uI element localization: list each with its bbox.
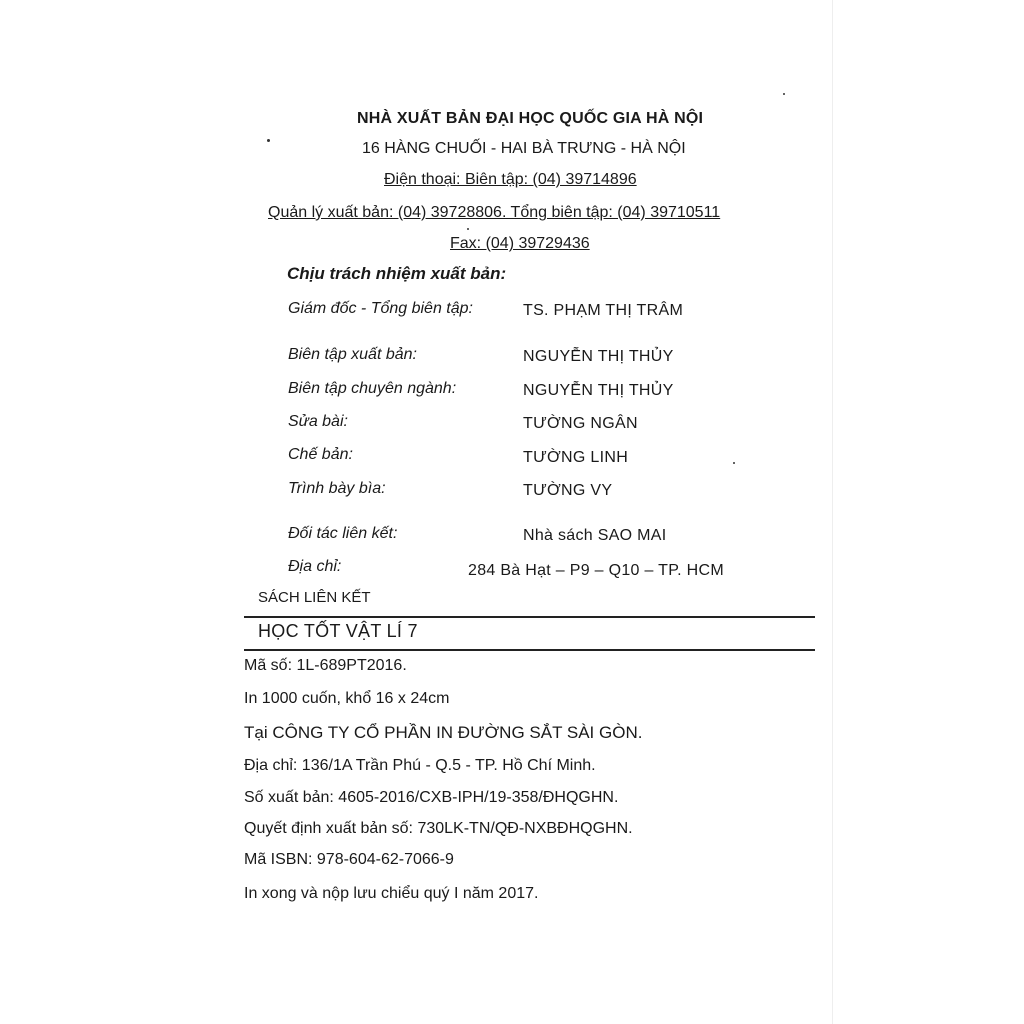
publisher-address: 16 HÀNG CHUỐI - HAI BÀ TRƯNG - HÀ NỘI	[362, 140, 686, 157]
credit-value-partner: Nhà sách SAO MAI	[523, 527, 667, 544]
responsibility-heading: Chịu trách nhiệm xuất bản:	[287, 264, 507, 283]
series-label: SÁCH LIÊN KẾT	[258, 589, 371, 606]
detail-printer-address: Địa chỉ: 136/1A Trần Phú - Q.5 - TP. Hồ Chí Minh.	[244, 757, 596, 774]
publisher-management-phone: Quản lý xuất bản: (04) 39728806. Tổng biên tập: (04) 39710511	[268, 204, 721, 221]
publisher-name: NHÀ XUẤT BẢN ĐẠI HỌC QUỐC GIA HÀ NỘI	[357, 110, 704, 127]
scan-speck	[467, 228, 469, 230]
scan-speck	[733, 462, 735, 464]
credit-label-typesetting: Chế bản:	[288, 446, 353, 463]
credit-value-cover-design: TƯỜNG VY	[523, 482, 613, 499]
detail-print-run: In 1000 cuốn, khổ 16 x 24cm	[244, 690, 450, 707]
credit-label-editor: Biên tập xuất bản:	[288, 346, 417, 363]
publisher-phone: Điện thoại: Biên tập: (04) 39714896	[384, 171, 637, 188]
credit-label-director: Giám đốc - Tổng biên tập:	[288, 300, 473, 317]
detail-isbn: Mã ISBN: 978-604-62-7066-9	[244, 851, 454, 868]
detail-deposit: In xong và nộp lưu chiểu quý I năm 2017.	[244, 885, 539, 902]
title-rule-bottom	[244, 649, 815, 651]
book-title: HỌC TỐT VẬT LÍ 7	[258, 621, 418, 641]
credit-label-partner-address: Địa chỉ:	[288, 558, 342, 575]
credit-value-partner-address: 284 Bà Hạt – P9 – Q10 – TP. HCM	[468, 562, 724, 579]
credit-label-cover-design: Trình bày bìa:	[288, 480, 386, 497]
credit-value-director: TS. PHẠM THỊ TRÂM	[523, 302, 684, 319]
credit-value-proofreader: TƯỜNG NGÂN	[523, 415, 638, 432]
credit-value-typesetting: TƯỜNG LINH	[523, 449, 629, 466]
credit-value-specialist-editor: NGUYỄN THỊ THỦY	[523, 382, 674, 399]
detail-decision-number: Quyết định xuất bản số: 730LK-TN/QĐ-NXBĐHQGHN.	[244, 820, 633, 837]
detail-printer: Tại CÔNG TY CỔ PHẦN IN ĐƯỜNG SẮT SÀI GÒN.	[244, 723, 643, 742]
credit-label-specialist-editor: Biên tập chuyên ngành:	[288, 380, 457, 397]
detail-publication-number: Số xuất bản: 4605-2016/CXB-IPH/19-358/ĐHQGHN.	[244, 789, 619, 806]
credit-label-proofreader: Sửa bài:	[288, 413, 348, 430]
credit-value-editor: NGUYỄN THỊ THỦY	[523, 348, 674, 365]
credit-label-partner: Đối tác liên kết:	[288, 525, 398, 542]
scan-speck	[267, 139, 270, 142]
title-rule-top	[244, 616, 815, 618]
scan-speck	[783, 93, 785, 95]
publisher-fax: Fax: (04) 39729436	[450, 235, 590, 252]
detail-code: Mã số: 1L-689PT2016.	[244, 657, 407, 674]
page-edge-line	[832, 0, 833, 1024]
